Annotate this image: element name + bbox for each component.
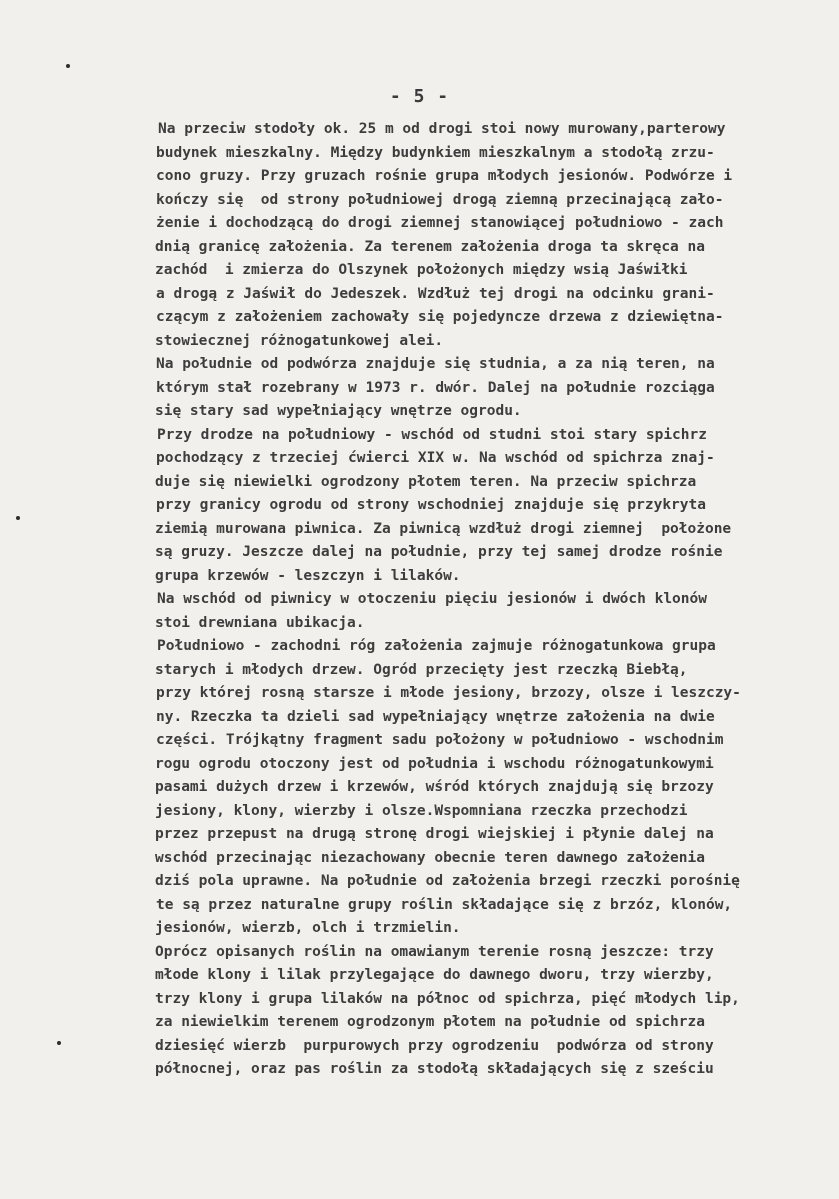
text-line: ny. Rzeczka ta dzieli sad wypełniający wnętrze założenia na dwie (156, 708, 715, 725)
text-line: zachód i zmierza do Olszynek położonych między wsią Jaświłki (155, 262, 688, 278)
text-line: trzy klony i grupa lilaków na północ od spichrza, pięć młodych lip, (155, 990, 740, 1007)
text-line: młode klony i lilak przylegające do dawnego dworu, trzy wierzby, (155, 967, 714, 983)
text-line: północnej, oraz pas roślin za stodołą składających się z sześciu (155, 1061, 714, 1077)
text-line: pasami dużych drzew i krzewów, wśród których znajdują się brzozy (155, 779, 714, 795)
text-line: ziemią murowana piwnica. Za piwnicą wzdłuż drogi ziemnej położone (155, 520, 732, 537)
text-line: wschód przecinając niezachowany obecnie teren dawnego założenia (155, 849, 705, 866)
text-line: stowiecznej różnogatunkowej alei. (155, 332, 444, 349)
text-line: przez przepust na drugą stronę drogi wiejskiej i płynie dalej na (155, 826, 714, 842)
text-line: duje się niewielki ogrodzony płotem teren. Na przeciw spichrza (155, 473, 697, 490)
text-line: jesiony, klony, wierzby i olsze.Wspomniana rzeczka przechodzi (155, 802, 688, 819)
text-line: się stary sad wypełniający wnętrze ogrodu. (155, 403, 522, 419)
text-line: czącym z założeniem zachowały się pojedyncze drzewa z dziewiętna- (156, 309, 724, 325)
text-line: jesionów, wierzb, olch i trzmielin. (155, 920, 461, 936)
text-line: części. Trójkątny fragment sadu położony w południowo - wschodnim (156, 732, 724, 748)
text-line: rogu ogrodu otoczony jest od południa i wschodu różnogatunkowymi (155, 755, 714, 772)
text-line: Na przeciw stodoły ok. 25 m od drogi stoi nowy murowany,parterowy (158, 121, 726, 137)
text-line: żenie i dochodzącą do drogi ziemnej stanowiącej południowo - zach (156, 215, 724, 231)
punch-hole-mark (66, 64, 70, 68)
text-line: te są przez naturalne grupy roślin składające się z brzóz, klonów, (156, 896, 733, 913)
text-line: przy której rosną starsze i młode jesiony, brzozy, olsze i leszczy- (156, 685, 741, 701)
text-line: są gruzy. Jeszcze dalej na południe, przy tej samej drodze rośnie (155, 544, 723, 560)
typewritten-body (0, 118, 839, 1082)
text-line: przy granicy ogrodu od strony wschodniej znajduje się przykryta (156, 497, 706, 513)
text-line: dziś pola uprawne. Na południe od założenia brzegi rzeczki porośnię (155, 873, 740, 889)
text-line: kończy się od strony południowej drogą ziemną przecinającą zało- (156, 191, 724, 208)
text-line: budynek mieszkalny. Między budynkiem mieszkalnym a stodołą zrzu- (156, 144, 715, 161)
text-line: którym stał rozebrany w 1973 r. dwór. Dalej na południe rozciąga (156, 379, 715, 396)
text-line: Oprócz opisanych roślin na omawianym terenie rosną jeszcze: trzy (155, 943, 714, 960)
text-line: starych i młodych drzew. Ogród przecięty jest rzeczką Biebłą, (155, 661, 688, 678)
text-line: dnią granicę założenia. Za terenem założenia droga ta skręca na (155, 238, 705, 255)
text-line: Południowo - zachodni róg założenia zajmuje różnogatunkowa grupa (157, 638, 716, 654)
text-line: Przy drodze na południowy - wschód od studni stoi stary spichrz (157, 426, 707, 443)
text-line: Na południe od podwórza znajduje się studnia, a za nią teren, na (156, 356, 715, 372)
text-line: a drogą z Jaświł do Jedeszek. Wzdłuż tej drogi na odcinku grani- (156, 285, 715, 302)
text-line: pochodzący z trzeciej ćwierci XIX w. Na wschód od spichrza znaj- (156, 450, 715, 466)
page-number: - 5 - (389, 86, 450, 107)
text-line: Na wschód od piwnicy w otoczeniu pięciu jesionów i dwóch klonów (157, 591, 707, 607)
text-line: grupa krzewów - leszczyn i lilaków. (155, 567, 461, 584)
text-line: stoi drewniana ubikacja. (155, 614, 365, 631)
text-line: dziesięć wierzb purpurowych przy ogrodzeniu podwórza od strony (155, 1037, 714, 1054)
text-line: cono gruzy. Przy gruzach rośnie grupa młodych jesionów. Podwórze i (156, 168, 733, 184)
text-line: za niewielkim terenem ogrodzonym płotem na południe od spichrza (155, 1014, 705, 1030)
